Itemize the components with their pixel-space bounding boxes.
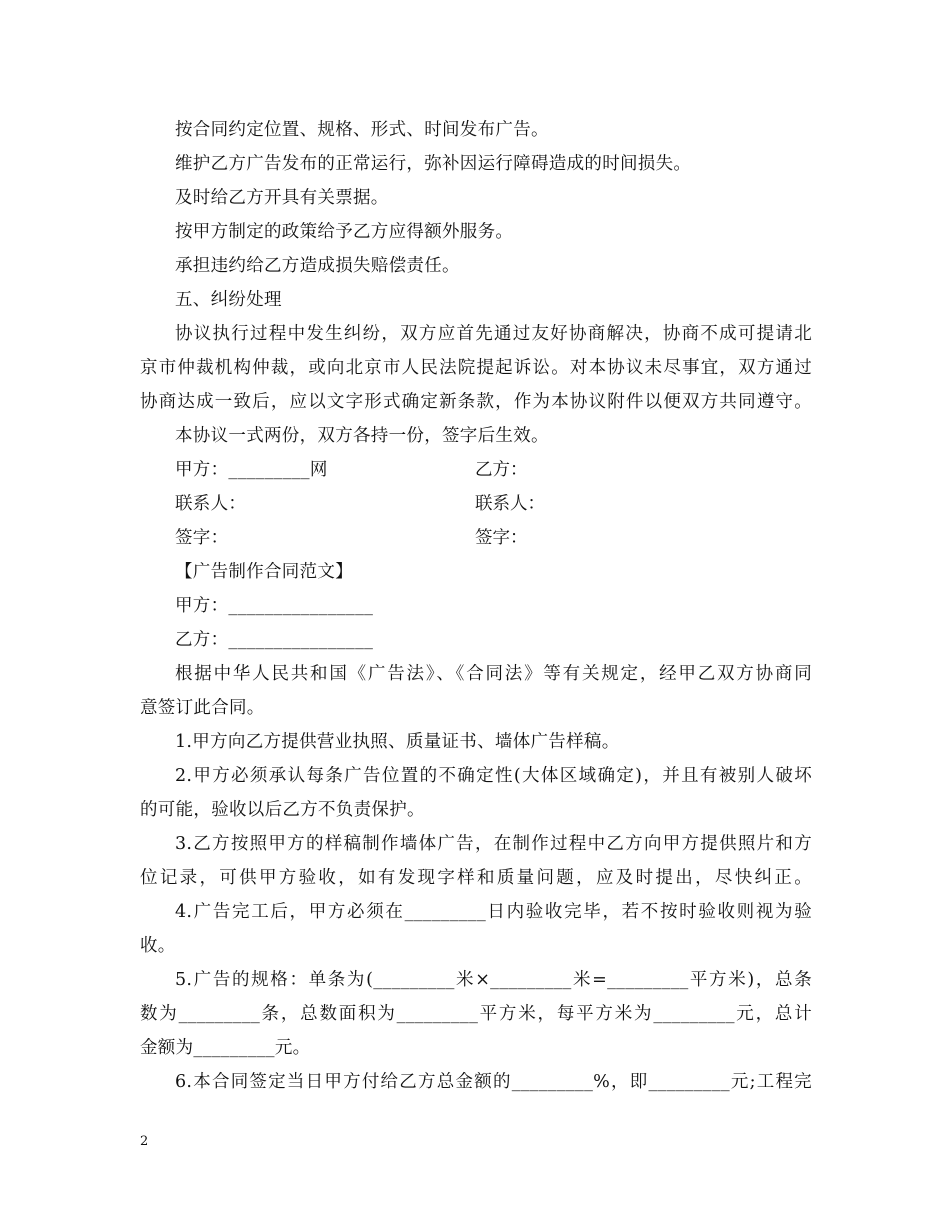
duty-item-3: 及时给乙方开具有关票据。: [175, 188, 389, 208]
clause-5-line: 金额为_________元。: [140, 1038, 311, 1058]
sample-contract-title: 【广告制作合同范文】: [175, 562, 353, 582]
section-heading: 五、纠纷处理: [175, 290, 282, 310]
contact-b-label: 联系人：: [475, 494, 545, 514]
clause-6-line: 6.本合同签定当日甲方付给乙方总金额的_________%，即_________元;工程完: [175, 1072, 812, 1092]
party-b-label: 乙方：: [475, 460, 528, 480]
clause-5-line: 5.广告的规格：单条为(_________米×_________米=_________平方米)，总条: [175, 970, 812, 990]
paragraph-line: 协商达成一致后，应以文字形式确定新条款，作为本协议附件以便双方共同遵守。: [140, 392, 812, 412]
duty-item-2: 维护乙方广告发布的正常运行，弥补因运行障碍造成的时间损失。: [175, 154, 692, 174]
sample-party-a: 甲方：________________: [175, 596, 374, 616]
clause-3-line: 位记录，可供甲方验收，如有发现字样和质量问题，应及时提出，尽快纠正。: [140, 868, 812, 888]
clause-2-line: 的可能，验收以后乙方不负责保护。: [140, 800, 425, 820]
paragraph-line: 京市仲裁机构仲裁，或向北京市人民法院提起诉讼。对本协议未尽事宜，双方通过: [140, 358, 812, 378]
paragraph-line: 协议执行过程中发生纠纷，双方应首先通过友好协商解决，协商不成可提请北: [175, 324, 812, 344]
signature-b-label: 签字：: [475, 528, 528, 548]
clause-2-line: 2.甲方必须承认每条广告位置的不确定性(大体区域确定)，并且有被别人破坏: [175, 766, 812, 786]
copies-statement: 本协议一式两份，双方各持一份，签字后生效。: [175, 426, 549, 446]
clause-1: 1.甲方向乙方提供营业执照、质量证书、墙体广告样稿。: [175, 732, 620, 752]
sample-party-b: 乙方：________________: [175, 630, 374, 650]
paragraph-line: 根据中华人民共和国《广告法》、《合同法》等有关规定，经甲乙双方协商同: [175, 664, 812, 684]
clause-5-line: 数为_________条，总数面积为_________平方米，每平方米为_________元，总计: [140, 1004, 812, 1024]
clause-4-line: 4.广告完工后，甲方必须在_________日内验收完毕，若不按时验收则视为验: [175, 902, 812, 922]
clause-4-line: 收。: [140, 936, 176, 956]
duty-item-1: 按合同约定位置、规格、形式、时间发布广告。: [175, 120, 549, 140]
page-number: 2: [140, 1134, 149, 1149]
contact-a-label: 联系人：: [175, 494, 247, 514]
signature-a-label: 签字：: [175, 528, 229, 548]
duty-item-5: 承担违约给乙方造成损失赔偿责任。: [175, 256, 460, 276]
clause-3-line: 3.乙方按照甲方的样稿制作墙体广告，在制作过程中乙方向甲方提供照片和方: [175, 834, 812, 854]
duty-item-4: 按甲方制定的政策给予乙方应得额外服务。: [175, 222, 514, 242]
party-a-label: 甲方：_________网: [175, 460, 328, 480]
paragraph-line: 意签订此合同。: [140, 698, 265, 718]
